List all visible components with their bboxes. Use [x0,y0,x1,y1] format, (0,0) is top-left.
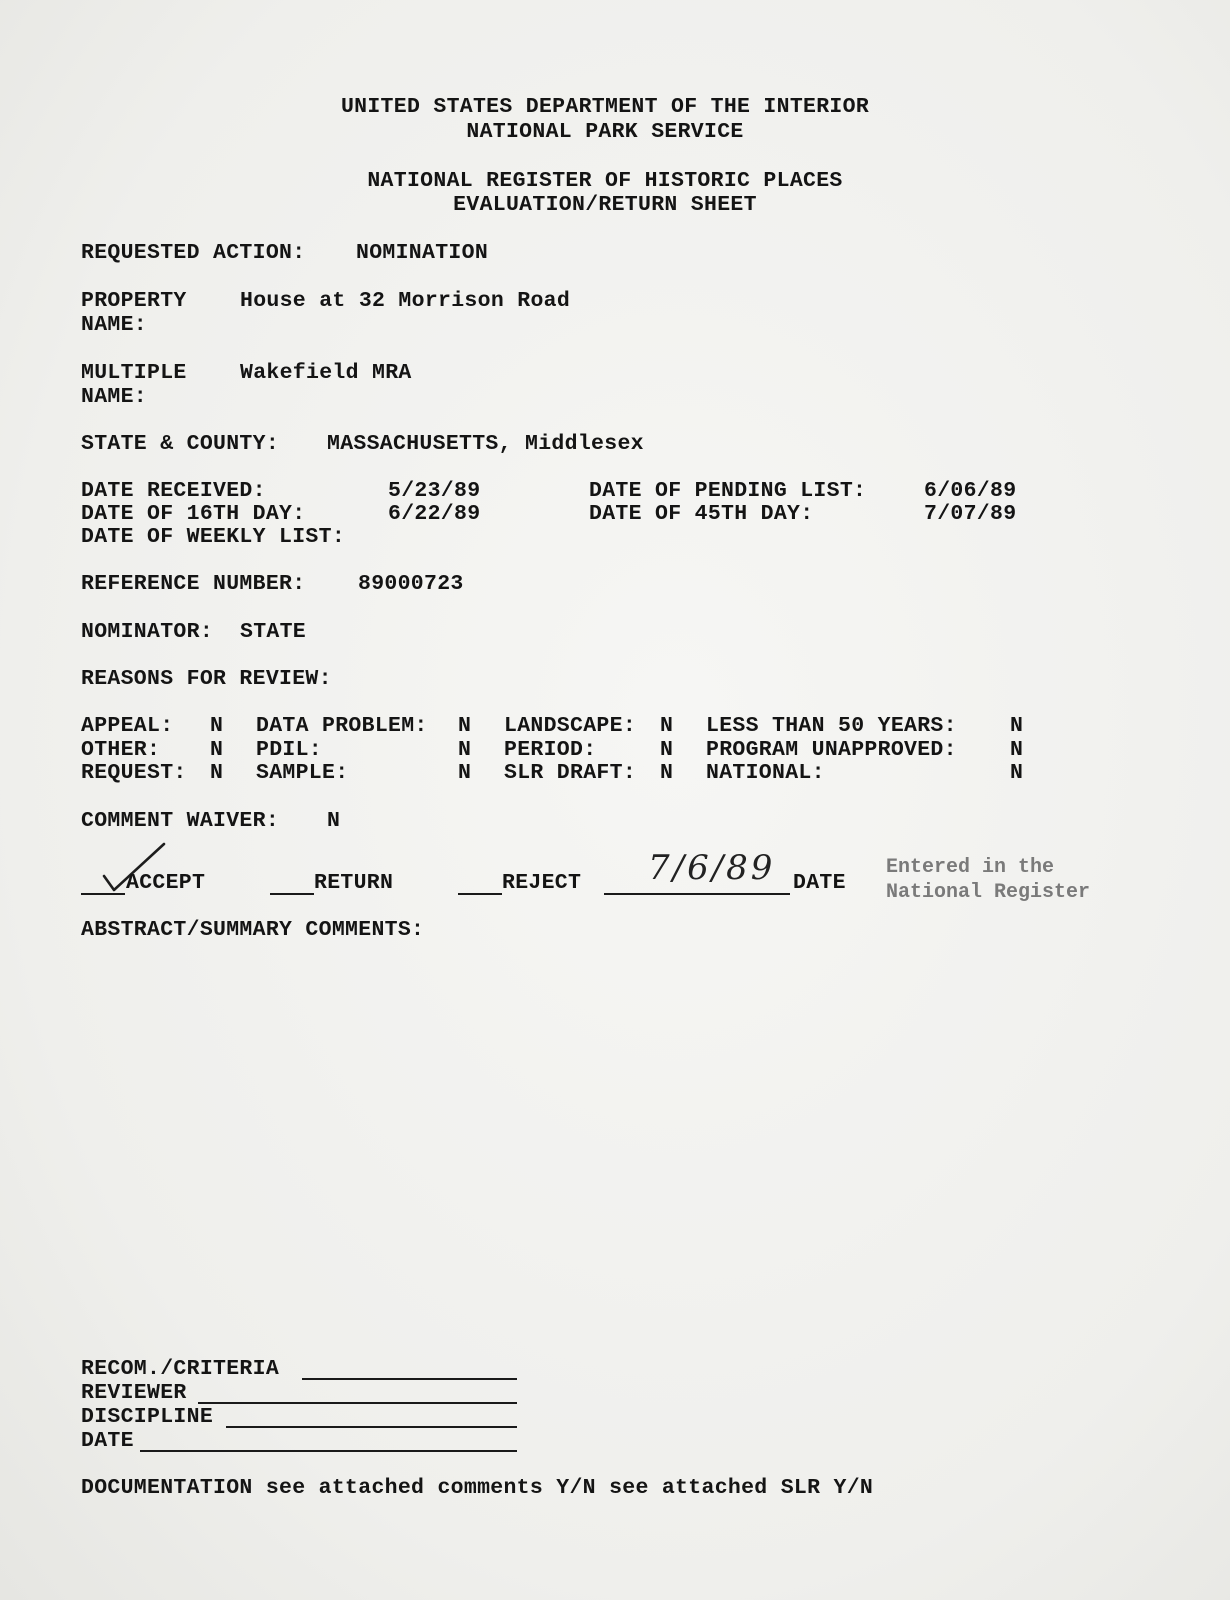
documentation-line: DOCUMENTATION see attached comments Y/N see attached SLR Y/N [81,1476,874,1500]
date-weekly-label: DATE OF WEEKLY LIST: [81,525,346,549]
decision-date-label: DATE [793,871,846,895]
return-blank-line [270,893,314,895]
appeal-label: APPEAL: [81,714,174,738]
header-sheet-title: EVALUATION/RETURN SHEET [453,193,757,217]
reasons-label: REASONS FOR REVIEW: [81,667,332,691]
pdil-label: PDIL: [256,738,323,762]
landscape-value: N [660,714,674,738]
national-value: N [1010,761,1024,785]
reject-blank-line [458,893,502,895]
period-value: N [660,738,674,762]
reference-number-value: 89000723 [358,572,464,596]
state-county-label: STATE & COUNTY: [81,432,280,456]
discipline-label: DISCIPLINE [81,1405,214,1429]
nominator-label: NOMINATOR: [81,620,214,644]
review-date-line [140,1450,517,1452]
reject-label: REJECT [502,871,582,895]
abstract-summary-label: ABSTRACT/SUMMARY COMMENTS: [81,918,425,942]
data-problem-label: DATA PROBLEM: [256,714,428,738]
multiple-name-value: Wakefield MRA [240,361,412,385]
slr-draft-label: SLR DRAFT: [504,761,637,785]
pdil-value: N [458,738,472,762]
landscape-label: LANDSCAPE: [504,714,637,738]
header-department: UNITED STATES DEPARTMENT OF THE INTERIOR [340,95,870,119]
less-than-50-label: LESS THAN 50 YEARS: [706,714,957,738]
date-45th-label: DATE OF 45TH DAY: [589,502,814,526]
data-problem-value: N [458,714,472,738]
entered-stamp-line1: Entered in the [886,856,1055,879]
sample-value: N [458,761,472,785]
period-label: PERIOD: [504,738,597,762]
recom-criteria-label: RECOM./CRITERIA [81,1357,280,1381]
sample-label: SAMPLE: [256,761,349,785]
request-label: REQUEST: [81,761,187,785]
date-received-label: DATE RECEIVED: [81,479,266,503]
comment-waiver-label: COMMENT WAIVER: [81,809,280,833]
other-label: OTHER: [81,738,161,762]
date-45th-value: 7/07/89 [924,502,1017,526]
request-value: N [210,761,224,785]
entered-stamp-line2: National Register [886,881,1091,904]
reference-number-label: REFERENCE NUMBER: [81,572,306,596]
header-service: NATIONAL PARK SERVICE [466,120,744,144]
recom-criteria-line [302,1378,517,1380]
requested-action-value: NOMINATION [356,241,489,265]
handwritten-date: 7/6/89 [648,848,776,888]
other-value: N [210,738,224,762]
property-label: PROPERTY [81,289,187,313]
property-name-label: NAME: [81,313,148,337]
less-than-50-value: N [1010,714,1024,738]
header-register: NATIONAL REGISTER OF HISTORIC PLACES [367,169,843,193]
date-pending-value: 6/06/89 [924,479,1017,503]
national-label: NATIONAL: [706,761,825,785]
date-16th-value: 6/22/89 [388,502,481,526]
appeal-value: N [210,714,224,738]
date-pending-label: DATE OF PENDING LIST: [589,479,867,503]
return-label: RETURN [314,871,394,895]
comment-waiver-value: N [327,809,341,833]
date-16th-label: DATE OF 16TH DAY: [81,502,306,526]
property-name-value: House at 32 Morrison Road [240,289,571,313]
requested-action-label: REQUESTED ACTION: [81,241,306,265]
multiple-name-label: NAME: [81,385,148,409]
reviewer-line [198,1402,517,1404]
multiple-label: MULTIPLE [81,361,187,385]
state-county-value: MASSACHUSETTS, Middlesex [327,432,644,456]
reviewer-label: REVIEWER [81,1381,187,1405]
slr-draft-value: N [660,761,674,785]
date-received-value: 5/23/89 [388,479,481,503]
review-date-label: DATE [81,1429,134,1453]
program-unapproved-value: N [1010,738,1024,762]
discipline-line [226,1426,517,1428]
nominator-value: STATE [240,620,307,644]
program-unapproved-label: PROGRAM UNAPPROVED: [706,738,957,762]
accept-label: ACCEPT [126,871,206,895]
decision-date-line [604,893,790,895]
